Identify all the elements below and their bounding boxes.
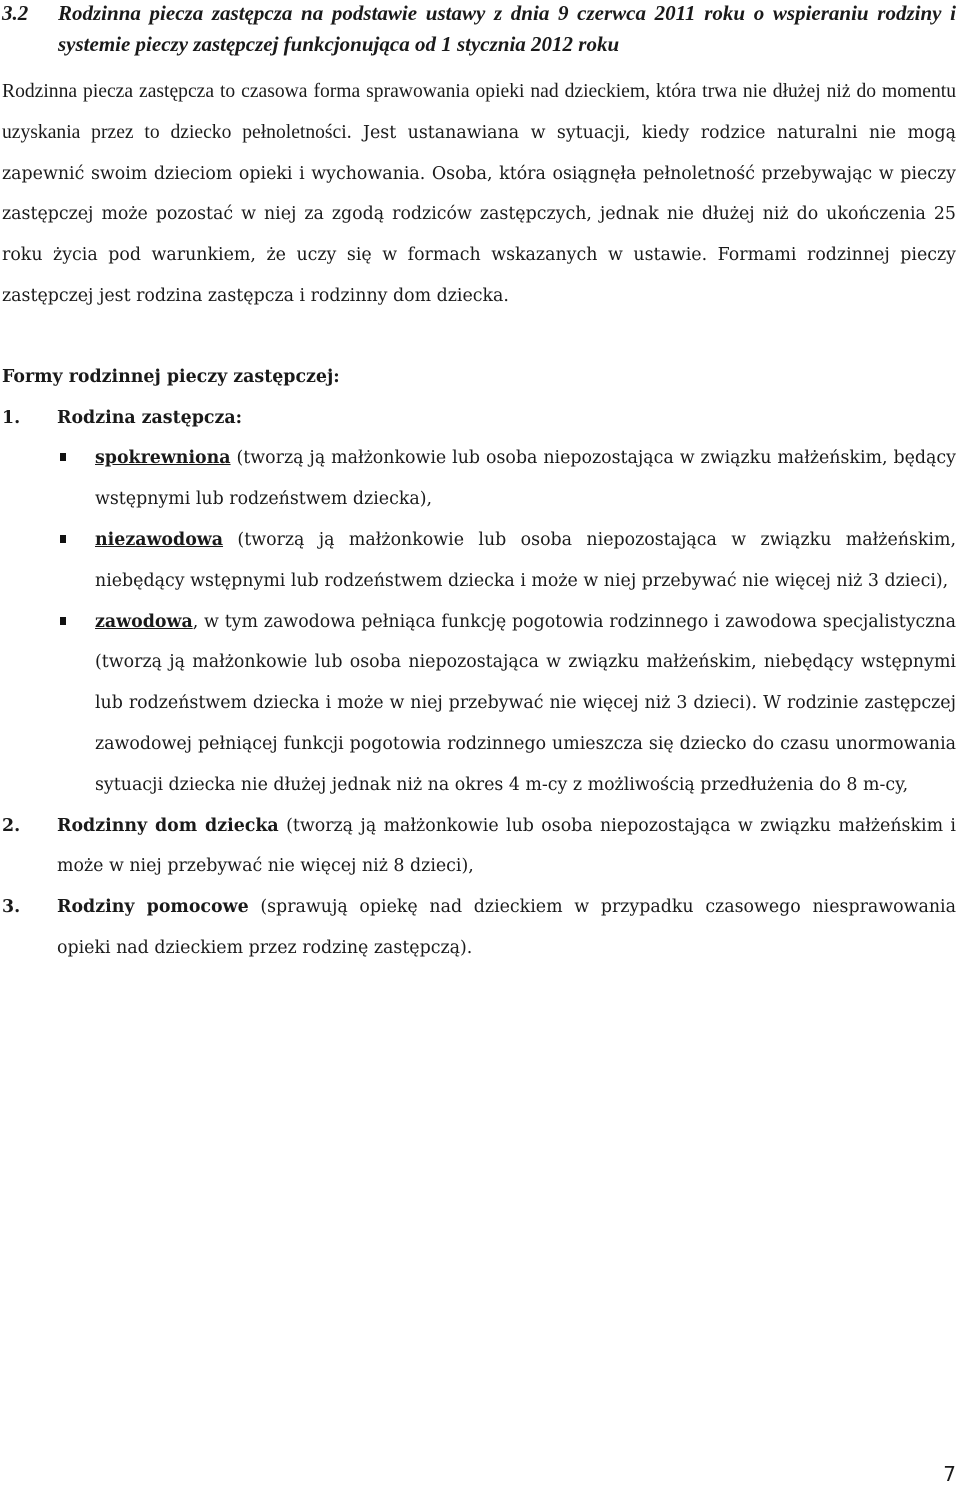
intro-paragraph — [2, 72, 956, 317]
bullet-icon — [57, 438, 95, 520]
item-label: Rodzinny dom dziecka — [57, 815, 279, 836]
bullet-text: (tworzą ją małżonkowie lub osoba niepozostająca w związku małżeńskim, niebędący wstępnymi lub rodzeństwem dziecka i może w niej przebywać nie więcej niż 3 dzieci), — [95, 529, 956, 591]
bullet-term: spokrewniona — [95, 448, 231, 469]
item-number: 3. — [2, 897, 21, 918]
item-number: 2. — [2, 815, 21, 836]
bullet-list — [2, 438, 956, 805]
bullet-term: niezawodowa — [95, 529, 224, 550]
list-item-2 — [2, 806, 956, 888]
item-number: 1. — [2, 407, 21, 428]
section-number: 3.2 — [2, 1, 29, 25]
bullet-term: zawodowa — [95, 611, 193, 632]
list-item-3 — [2, 887, 956, 969]
item-text: (sprawują opiekę nad dzieckiem w przypadku czasowego niesprawowania opieki nad dzieckiem przez rodzinę zastępczą). — [57, 897, 956, 958]
item-label: Rodziny pomocowe — [57, 897, 249, 918]
list-item-1 — [2, 398, 956, 439]
bullet-item-zawodowa — [57, 602, 956, 806]
section-title: Rodzinna piecza zastępcza na podstawie ustawy z dnia 9 czerwca 2011 roku o wspieraniu rodziny i systemie pieczy zastępczej funkcjonująca od 1 stycznia 2012 roku — [58, 1, 956, 56]
bullet-item-niezawodowa — [57, 520, 956, 602]
bullet-item-spokrewniona — [57, 438, 956, 520]
bullet-text: (tworzą ją małżonkowie lub osoba niepozostająca w związku małżeńskim, będący wstępnymi lub rodzeństwem dziecka), — [95, 448, 956, 510]
item-label: Rodzina zastępcza: — [57, 407, 243, 428]
page-number: 7 — [943, 1462, 956, 1486]
bullet-icon — [57, 602, 95, 806]
item-text: (tworzą ją małżonkowie lub osoba niepozostająca w związku małżeńskim i może w niej przebywać nie więcej niż 8 dzieci), — [57, 815, 956, 877]
intro-part-2: Jest ustanawiana w sytuacji, kiedy rodzice naturalni nie mogą zapewnić swoim dzieciom opieki i wychowania. Osoba, która osiągnęła pełnoletność przebywając w pieczy zastępczej może pozostać w niej za zgodą rodziców zastępczych, jednak nie dłużej niż do ukończenia 25 roku życia pod warunkiem, że uczy się w formach wskazanych w ustawie. Formami rodzinnej pieczy zastępczej jest rodzina zastępcza i rodzinny dom dziecka. — [2, 122, 956, 306]
intro-part-1: Rodzinna piecza zastępcza to czasowa forma sprawowania opieki nad dzieckiem, która trwa nie dłużej niż do momentu uzyskania przez to dziecko pełnoletności. — [2, 81, 956, 143]
bullet-icon — [57, 520, 95, 602]
section-heading — [2, 0, 956, 60]
forms-heading: Formy rodzinnej pieczy zastępczej: — [2, 366, 340, 387]
bullet-text: , w tym zawodowa pełniąca funkcję pogotowia rodzinnego i zawodowa specjalistyczna (tworzą ją małżonkowie lub osoba niepozostająca w związku małżeńskim, niebędący wstępnymi lub rodzeństwem dziecka i może w niej przebywać nie więcej niż 3 dzieci). W rodzinie zastępczej zawodowej pełniącej funkcji pogotowia rodzinnego umieszcza się dziecko do czasu unormowania sytuacji dziecka nie dłużej jednak niż na okres 4 m-cy z możliwością przedłużenia do 8 m-cy, — [95, 611, 956, 795]
